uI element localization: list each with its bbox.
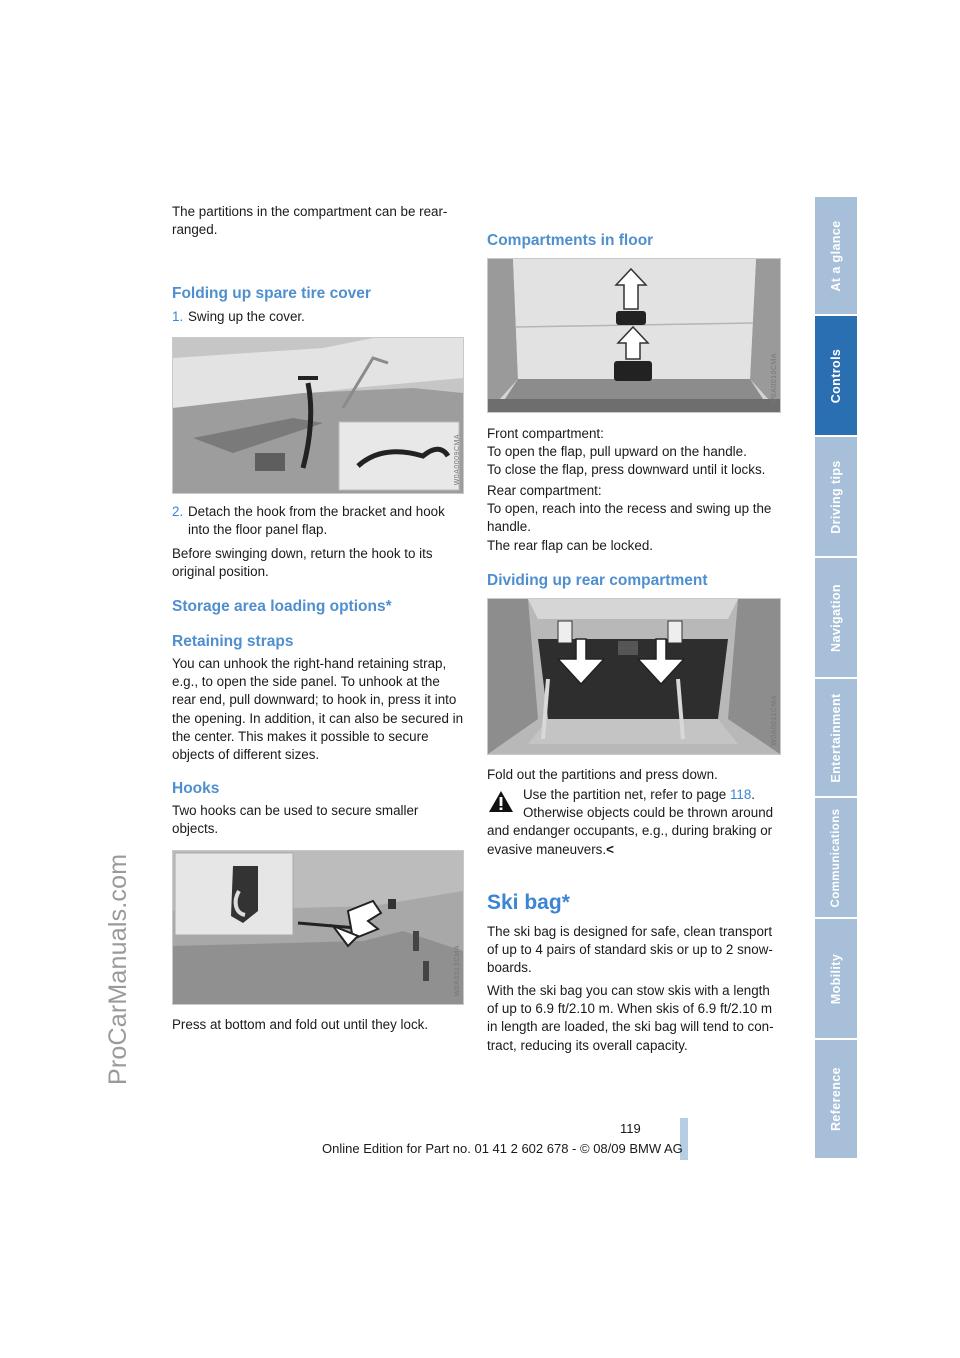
figure-code: W0A0011CMA (771, 695, 778, 746)
ski-bag-paragraph-2: With the ski bag you can stow skis with a length of up to 6.9 ft/2.10 m. When skis of 6.9 ft/2.10 m in length are loaded, the ski bag will tend to con-tract, reducing its overall capacity. (487, 983, 774, 1053)
compartments-figure (487, 258, 781, 413)
front-compartment-line1: To open the flap, pull upward on the handle. (487, 444, 747, 459)
tab-controls[interactable] (815, 316, 857, 435)
compartments-illustration (488, 259, 780, 412)
step-2 (172, 503, 464, 539)
before-swinging-text: Before swinging down, return the hook to its original position. (172, 546, 433, 580)
end-mark: < (606, 841, 614, 857)
press-bottom-text: Press at bottom and fold out until they lock. (172, 1017, 429, 1032)
intro-text: The partitions in the compartment can be rear-ranged. (172, 204, 448, 238)
step-1 (172, 308, 464, 326)
tab-label: Mobility (829, 953, 843, 1004)
tab-reference[interactable] (815, 1040, 857, 1158)
compartments-heading: Compartments in floor (487, 232, 654, 249)
tab-label: At a glance (829, 219, 843, 292)
warning-icon (487, 788, 515, 814)
hooks-figure (172, 850, 464, 1005)
figure-code: W0A0009CMA (454, 433, 461, 485)
spare-tire-illustration (173, 338, 463, 493)
tab-driving-tips[interactable] (815, 437, 857, 556)
warning-text-pre: Use the partition net, refer to page (523, 787, 730, 802)
tab-communications[interactable] (815, 798, 857, 917)
dividing-figure (487, 598, 781, 755)
tab-label: Communications (830, 808, 842, 907)
step-2-number: 2. (172, 504, 184, 519)
hooks-heading: Hooks (172, 780, 220, 797)
retaining-straps-text: You can unhook the right-hand retaining strap, e.g., to open the side panel. To unhook at the rear end, pull downward; to hook in, press it into the opening. In addition, it can also be secured in the center. This makes it possible to secure objects of different sizes. (172, 656, 464, 763)
warning-rest: Otherwise objects could be thrown around and endanger occupants, e.g., during braking or evasive maneuvers. (487, 805, 774, 857)
warning-block (487, 786, 779, 859)
hooks-illustration (173, 851, 463, 1004)
warning-text-post: . (751, 787, 756, 802)
step-2-text: Detach the hook from the bracket and hook into the floor panel flap. (188, 504, 445, 538)
step-1-number: 1. (172, 309, 184, 324)
tab-at-a-glance[interactable] (815, 197, 857, 314)
watermark: ProCarManuals.com (104, 853, 132, 1085)
tab-entertainment[interactable] (815, 679, 857, 796)
spare-tire-heading: Folding up spare tire cover (172, 285, 371, 302)
tab-label: Controls (829, 348, 843, 403)
ski-bag-paragraph-1: The ski bag is designed for safe, clean transport of up to 4 pairs of standard skis or up to 2 snow-boards. (487, 924, 773, 976)
page-number: 119 (620, 1121, 641, 1136)
ski-bag-heading: Ski bag* (487, 891, 570, 914)
rear-compartment-line1: To open, reach into the recess and swing up the handle. (487, 501, 772, 535)
tab-label: Navigation (829, 583, 843, 652)
tab-label: Driving tips (829, 459, 843, 534)
rear-compartment-label: Rear compartment: (487, 483, 602, 498)
rear-compartment-line2: The rear flap can be locked. (487, 538, 653, 553)
footer-text: Online Edition for Part no. 01 41 2 602 678 - © 08/09 BMW AG (322, 1141, 683, 1156)
front-compartment-line2: To close the flap, press downward until it locks. (487, 462, 766, 477)
tab-navigation[interactable] (815, 558, 857, 677)
hooks-text: Two hooks can be used to secure smaller objects. (172, 803, 419, 837)
tab-mobility[interactable] (815, 919, 857, 1038)
figure-code: W0A0013CMA (454, 944, 461, 996)
front-compartment-label: Front compartment: (487, 426, 604, 441)
dividing-illustration (488, 599, 780, 754)
warning-text (487, 804, 779, 859)
figure-code: W0A0010CMA (771, 352, 778, 404)
step-1-text: Swing up the cover. (188, 309, 305, 324)
tab-label: Reference (829, 1066, 843, 1132)
chapter-tabs (815, 197, 857, 1160)
fold-out-text: Fold out the partitions and press down. (487, 767, 718, 782)
warning-line1 (487, 786, 779, 804)
retaining-straps-heading: Retaining straps (172, 633, 294, 650)
dividing-heading: Dividing up rear compartment (487, 572, 708, 589)
page-reference-link[interactable]: 118 (729, 787, 752, 802)
spare-tire-figure (172, 337, 464, 494)
tab-label: Entertainment (829, 692, 843, 783)
storage-heading: Storage area loading options* (172, 598, 392, 615)
